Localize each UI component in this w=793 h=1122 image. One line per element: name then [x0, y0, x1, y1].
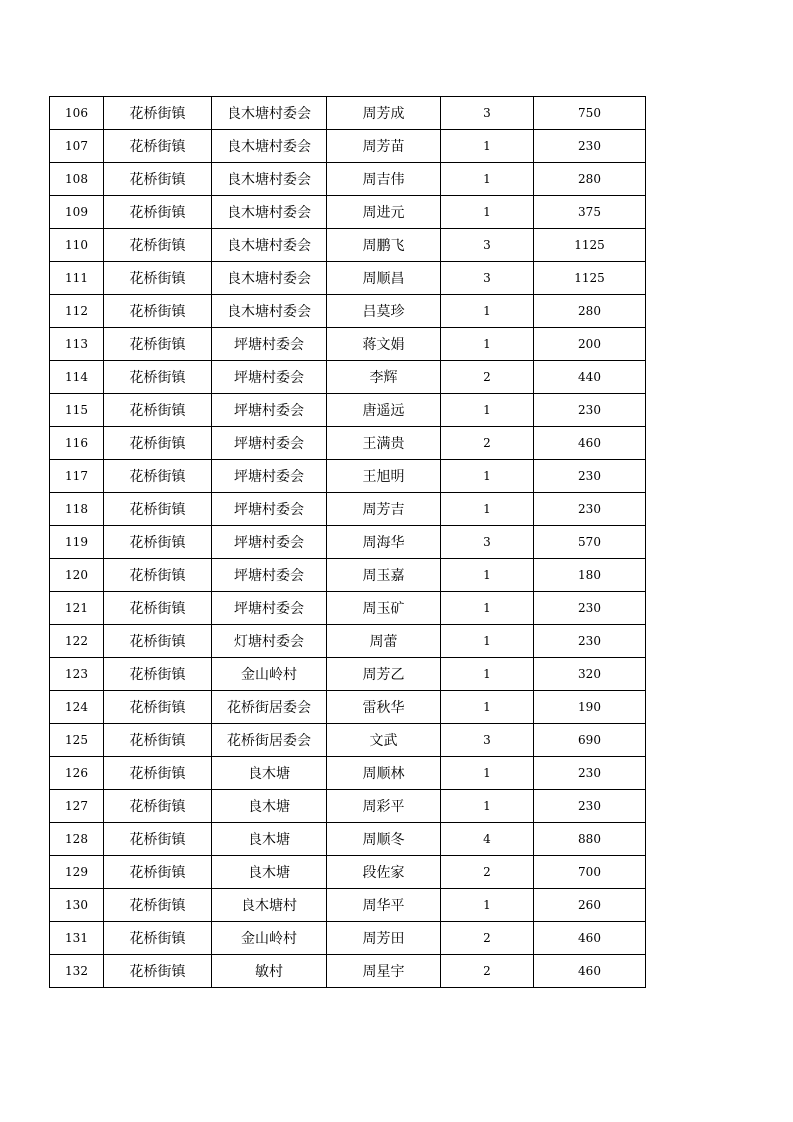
- table-row: [50, 130, 646, 163]
- town-cell: 花桥街镇: [104, 427, 212, 460]
- amount-cell: 230: [534, 460, 646, 493]
- table-row: [50, 856, 646, 889]
- table-row: [50, 592, 646, 625]
- household-count-cell: 1: [441, 163, 534, 196]
- table-row: [50, 427, 646, 460]
- row-number-cell: 106: [50, 97, 104, 130]
- household-count-cell: 2: [441, 922, 534, 955]
- person-name-cell: 周彩平: [327, 790, 441, 823]
- amount-cell: 460: [534, 427, 646, 460]
- town-cell: 花桥街镇: [104, 229, 212, 262]
- table-row: [50, 163, 646, 196]
- table-row: [50, 559, 646, 592]
- town-cell: 花桥街镇: [104, 955, 212, 988]
- household-count-cell: 4: [441, 823, 534, 856]
- table-row: [50, 658, 646, 691]
- row-number-cell: 128: [50, 823, 104, 856]
- town-cell: 花桥街镇: [104, 328, 212, 361]
- village-cell: 坪塘村委会: [212, 361, 327, 394]
- village-cell: 花桥街居委会: [212, 691, 327, 724]
- town-cell: 花桥街镇: [104, 196, 212, 229]
- town-cell: 花桥街镇: [104, 856, 212, 889]
- amount-cell: 700: [534, 856, 646, 889]
- village-cell: 花桥街居委会: [212, 724, 327, 757]
- household-count-cell: 1: [441, 592, 534, 625]
- table-row: [50, 328, 646, 361]
- person-name-cell: 王满贵: [327, 427, 441, 460]
- village-cell: 良木塘: [212, 757, 327, 790]
- town-cell: 花桥街镇: [104, 889, 212, 922]
- household-count-cell: 2: [441, 361, 534, 394]
- person-name-cell: 周星宇: [327, 955, 441, 988]
- row-number-cell: 110: [50, 229, 104, 262]
- row-number-cell: 131: [50, 922, 104, 955]
- village-cell: 良木塘村委会: [212, 130, 327, 163]
- row-number-cell: 113: [50, 328, 104, 361]
- town-cell: 花桥街镇: [104, 658, 212, 691]
- row-number-cell: 115: [50, 394, 104, 427]
- person-name-cell: 周顺林: [327, 757, 441, 790]
- table-row: [50, 757, 646, 790]
- person-name-cell: 周海华: [327, 526, 441, 559]
- village-cell: 坪塘村委会: [212, 394, 327, 427]
- table-row: [50, 823, 646, 856]
- amount-cell: 180: [534, 559, 646, 592]
- row-number-cell: 120: [50, 559, 104, 592]
- amount-cell: 460: [534, 955, 646, 988]
- household-count-cell: 2: [441, 427, 534, 460]
- household-count-cell: 3: [441, 526, 534, 559]
- village-cell: 金山岭村: [212, 658, 327, 691]
- person-name-cell: 周芳苗: [327, 130, 441, 163]
- person-name-cell: 周芳吉: [327, 493, 441, 526]
- town-cell: 花桥街镇: [104, 691, 212, 724]
- row-number-cell: 126: [50, 757, 104, 790]
- person-name-cell: 周顺冬: [327, 823, 441, 856]
- person-name-cell: 周顺昌: [327, 262, 441, 295]
- row-number-cell: 112: [50, 295, 104, 328]
- village-cell: 良木塘村: [212, 889, 327, 922]
- household-count-cell: 3: [441, 724, 534, 757]
- table-row: [50, 691, 646, 724]
- amount-cell: 880: [534, 823, 646, 856]
- household-count-cell: 2: [441, 856, 534, 889]
- amount-cell: 230: [534, 625, 646, 658]
- row-number-cell: 116: [50, 427, 104, 460]
- table-row: [50, 229, 646, 262]
- table-body: [50, 97, 646, 988]
- household-count-cell: 1: [441, 460, 534, 493]
- town-cell: 花桥街镇: [104, 493, 212, 526]
- village-cell: 良木塘村委会: [212, 262, 327, 295]
- table-row: [50, 460, 646, 493]
- table-row: [50, 493, 646, 526]
- table-row: [50, 889, 646, 922]
- table-row: [50, 625, 646, 658]
- row-number-cell: 132: [50, 955, 104, 988]
- amount-cell: 230: [534, 757, 646, 790]
- amount-cell: 320: [534, 658, 646, 691]
- row-number-cell: 107: [50, 130, 104, 163]
- household-count-cell: 1: [441, 625, 534, 658]
- household-count-cell: 3: [441, 97, 534, 130]
- row-number-cell: 111: [50, 262, 104, 295]
- household-count-cell: 1: [441, 889, 534, 922]
- town-cell: 花桥街镇: [104, 163, 212, 196]
- person-name-cell: 周鹏飞: [327, 229, 441, 262]
- town-cell: 花桥街镇: [104, 394, 212, 427]
- village-cell: 坪塘村委会: [212, 427, 327, 460]
- town-cell: 花桥街镇: [104, 460, 212, 493]
- village-cell: 敏村: [212, 955, 327, 988]
- amount-cell: 440: [534, 361, 646, 394]
- household-count-cell: 1: [441, 559, 534, 592]
- household-count-cell: 3: [441, 262, 534, 295]
- row-number-cell: 114: [50, 361, 104, 394]
- town-cell: 花桥街镇: [104, 262, 212, 295]
- table-row: [50, 361, 646, 394]
- village-cell: 良木塘: [212, 856, 327, 889]
- town-cell: 花桥街镇: [104, 526, 212, 559]
- town-cell: 花桥街镇: [104, 592, 212, 625]
- household-count-cell: 1: [441, 790, 534, 823]
- amount-cell: 460: [534, 922, 646, 955]
- amount-cell: 230: [534, 493, 646, 526]
- table-row: [50, 790, 646, 823]
- row-number-cell: 127: [50, 790, 104, 823]
- household-count-cell: 1: [441, 394, 534, 427]
- person-name-cell: 吕莫珍: [327, 295, 441, 328]
- household-count-cell: 3: [441, 229, 534, 262]
- person-name-cell: 周蕾: [327, 625, 441, 658]
- town-cell: 花桥街镇: [104, 559, 212, 592]
- table-row: [50, 955, 646, 988]
- town-cell: 花桥街镇: [104, 361, 212, 394]
- amount-cell: 200: [534, 328, 646, 361]
- subsidy-table: [49, 96, 646, 988]
- person-name-cell: 段佐家: [327, 856, 441, 889]
- town-cell: 花桥街镇: [104, 625, 212, 658]
- town-cell: 花桥街镇: [104, 295, 212, 328]
- person-name-cell: 雷秋华: [327, 691, 441, 724]
- amount-cell: 1125: [534, 262, 646, 295]
- row-number-cell: 123: [50, 658, 104, 691]
- table-row: [50, 262, 646, 295]
- amount-cell: 230: [534, 592, 646, 625]
- household-count-cell: 1: [441, 295, 534, 328]
- household-count-cell: 1: [441, 130, 534, 163]
- row-number-cell: 125: [50, 724, 104, 757]
- table-row: [50, 724, 646, 757]
- village-cell: 灯塘村委会: [212, 625, 327, 658]
- row-number-cell: 122: [50, 625, 104, 658]
- table-row: [50, 394, 646, 427]
- row-number-cell: 119: [50, 526, 104, 559]
- person-name-cell: 文武: [327, 724, 441, 757]
- town-cell: 花桥街镇: [104, 97, 212, 130]
- village-cell: 良木塘村委会: [212, 97, 327, 130]
- village-cell: 坪塘村委会: [212, 559, 327, 592]
- village-cell: 坪塘村委会: [212, 493, 327, 526]
- person-name-cell: 周吉伟: [327, 163, 441, 196]
- row-number-cell: 130: [50, 889, 104, 922]
- table-row: [50, 295, 646, 328]
- town-cell: 花桥街镇: [104, 790, 212, 823]
- row-number-cell: 117: [50, 460, 104, 493]
- table-row: [50, 97, 646, 130]
- amount-cell: 570: [534, 526, 646, 559]
- row-number-cell: 108: [50, 163, 104, 196]
- person-name-cell: 周玉嘉: [327, 559, 441, 592]
- person-name-cell: 周芳成: [327, 97, 441, 130]
- household-count-cell: 1: [441, 691, 534, 724]
- amount-cell: 230: [534, 130, 646, 163]
- person-name-cell: 蒋文娟: [327, 328, 441, 361]
- village-cell: 坪塘村委会: [212, 592, 327, 625]
- amount-cell: 190: [534, 691, 646, 724]
- person-name-cell: 李辉: [327, 361, 441, 394]
- town-cell: 花桥街镇: [104, 724, 212, 757]
- town-cell: 花桥街镇: [104, 757, 212, 790]
- person-name-cell: 唐遥远: [327, 394, 441, 427]
- person-name-cell: 王旭明: [327, 460, 441, 493]
- town-cell: 花桥街镇: [104, 130, 212, 163]
- amount-cell: 260: [534, 889, 646, 922]
- table-row: [50, 196, 646, 229]
- household-count-cell: 1: [441, 328, 534, 361]
- village-cell: 良木塘: [212, 790, 327, 823]
- table-row: [50, 526, 646, 559]
- household-count-cell: 1: [441, 196, 534, 229]
- village-cell: 坪塘村委会: [212, 460, 327, 493]
- amount-cell: 1125: [534, 229, 646, 262]
- village-cell: 良木塘村委会: [212, 229, 327, 262]
- person-name-cell: 周进元: [327, 196, 441, 229]
- person-name-cell: 周玉矿: [327, 592, 441, 625]
- village-cell: 金山岭村: [212, 922, 327, 955]
- person-name-cell: 周芳田: [327, 922, 441, 955]
- amount-cell: 230: [534, 790, 646, 823]
- village-cell: 良木塘: [212, 823, 327, 856]
- amount-cell: 690: [534, 724, 646, 757]
- village-cell: 良木塘村委会: [212, 163, 327, 196]
- row-number-cell: 118: [50, 493, 104, 526]
- person-name-cell: 周华平: [327, 889, 441, 922]
- amount-cell: 750: [534, 97, 646, 130]
- amount-cell: 375: [534, 196, 646, 229]
- town-cell: 花桥街镇: [104, 922, 212, 955]
- person-name-cell: 周芳乙: [327, 658, 441, 691]
- amount-cell: 280: [534, 295, 646, 328]
- village-cell: 坪塘村委会: [212, 328, 327, 361]
- table-row: [50, 922, 646, 955]
- town-cell: 花桥街镇: [104, 823, 212, 856]
- household-count-cell: 1: [441, 757, 534, 790]
- household-count-cell: 1: [441, 658, 534, 691]
- amount-cell: 280: [534, 163, 646, 196]
- household-count-cell: 1: [441, 493, 534, 526]
- village-cell: 良木塘村委会: [212, 295, 327, 328]
- amount-cell: 230: [534, 394, 646, 427]
- row-number-cell: 121: [50, 592, 104, 625]
- village-cell: 坪塘村委会: [212, 526, 327, 559]
- row-number-cell: 129: [50, 856, 104, 889]
- village-cell: 良木塘村委会: [212, 196, 327, 229]
- row-number-cell: 109: [50, 196, 104, 229]
- row-number-cell: 124: [50, 691, 104, 724]
- household-count-cell: 2: [441, 955, 534, 988]
